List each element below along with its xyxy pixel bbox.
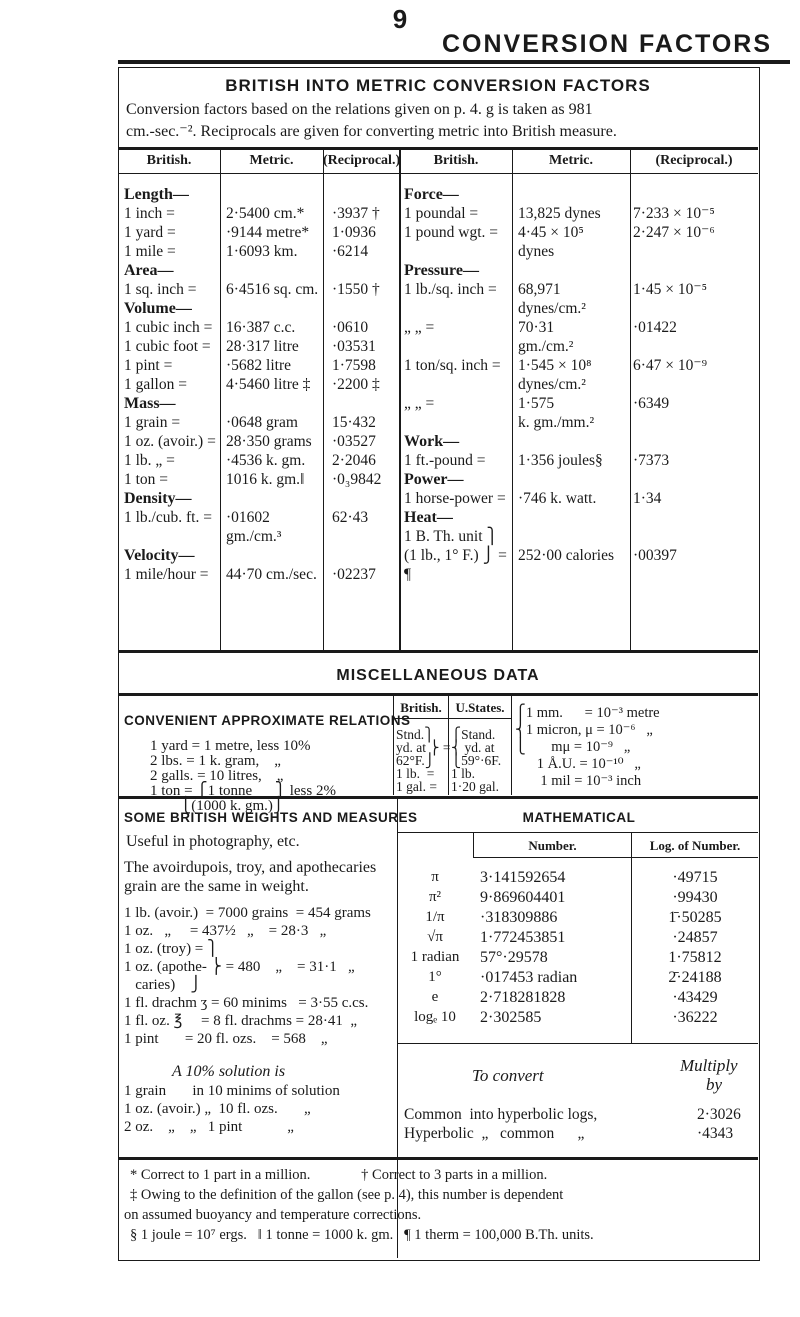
solution-line: 2 oz. „ „ 1 pint „ <box>124 1119 294 1135</box>
metric-value-cell: 13,825 dynes <box>518 205 601 222</box>
british-measure-line: yd. at ⎬ = <box>396 740 451 755</box>
metric-value-cell: dynes <box>518 243 555 260</box>
british-unit-cell: 1 gallon = <box>124 376 187 393</box>
convert-factor: 2·3026 <box>697 1106 741 1123</box>
multiply-label: Multiply <box>680 1056 738 1075</box>
british-unit-cell: 1 cubic foot = <box>124 338 211 355</box>
page-number: 9 <box>392 4 408 34</box>
approx-line: 2 galls. = 10 litres, „ <box>150 768 284 784</box>
approx-line: 1 yard = 1 metre, less 10% <box>150 738 311 754</box>
reciprocal-value-cell: ·00397 <box>633 547 677 564</box>
metric-value-cell: ·746 k. watt. <box>518 490 597 507</box>
math-number: 2·718281828 <box>480 989 566 1006</box>
british-unit-cell: 1 grain = <box>124 414 181 431</box>
weight-line: 1 oz. (apothe- ⎬ = 480 „ = 31·1 „ <box>124 959 355 975</box>
weight-line: 1 pint = 20 fl. ozs. = 568 „ <box>124 1031 328 1047</box>
us-measure-line: ⎧Stand. <box>451 727 496 742</box>
british-unit-cell: 1 ton/sq. inch = <box>404 357 501 374</box>
math-number: ·318309886 <box>480 909 558 926</box>
metric-value-cell: gm./cm.³ <box>226 528 282 545</box>
math-symbol: e <box>431 989 439 1005</box>
header-us: U.States. <box>455 700 505 715</box>
reciprocal-value-cell: ·0610 <box>332 319 369 336</box>
weight-line: 1 oz. „ = 437½ „ = 28·3 „ <box>124 923 327 939</box>
british-unit-cell: ¶ <box>404 566 412 583</box>
footnote-rule <box>118 1157 758 1160</box>
metric-value-cell: 1·545 × 10⁸ <box>518 357 592 374</box>
weights-intro-1: The avoirdupois, troy, and apothecaries <box>124 859 377 876</box>
metric-value-cell: 4·5460 litre ‡ <box>226 376 311 393</box>
math-bottom-rule <box>397 1043 758 1044</box>
reciprocal-value-cell: 6·47 × 10⁻⁹ <box>633 357 707 374</box>
british-unit-cell: 1 lb./cub. ft. = <box>124 509 212 526</box>
footnote: on assumed buoyancy and temperature corrections. <box>124 1207 422 1223</box>
british-unit-cell: 1 pound wgt. = <box>404 224 498 241</box>
section-heading: Force— <box>404 186 459 203</box>
col-divider <box>399 150 401 650</box>
multiply-label-by: by <box>706 1075 723 1094</box>
reciprocal-value-cell: ·6214 <box>332 243 369 260</box>
convert-text: Common into hyperbolic logs, <box>404 1106 598 1123</box>
unit-definition-line: ⎩ mμ = 10⁻⁹ „ <box>515 739 631 755</box>
math-number: ·017453 radian <box>480 969 578 986</box>
british-unit-cell: 1 poundal = <box>404 205 479 222</box>
reciprocal-value-cell: 1·7598 <box>332 357 376 374</box>
section-heading: Pressure— <box>404 262 479 279</box>
math-symbol: π <box>431 869 439 885</box>
british-unit-cell: 1 lb./sq. inch = <box>404 281 497 298</box>
british-unit-cell: 1 lb. „ = <box>124 452 175 469</box>
metric-value-cell: 6·4516 sq. cm. <box>226 281 319 298</box>
metric-value-cell: 1·6093 km. <box>226 243 298 260</box>
math-log: ·36222 <box>672 1009 718 1026</box>
math-symbol: 1 radian <box>410 949 460 965</box>
metric-value-cell: 68,971 <box>518 281 561 298</box>
math-symbol: 1/π <box>425 909 445 925</box>
metric-value-cell: 252·00 calories <box>518 547 614 564</box>
header-british: British. <box>400 700 442 715</box>
col-divider <box>512 150 513 650</box>
british-unit-cell: 1 sq. inch = <box>124 281 197 298</box>
reciprocal-value-cell: ·7373 <box>633 452 670 469</box>
section-heading: Heat— <box>404 509 453 526</box>
metric-value-cell: ·01602 <box>226 509 270 526</box>
weight-line: caries) ⎭ <box>124 977 202 993</box>
reciprocal-value-cell: ·3937 † <box>332 205 380 222</box>
math-title: MATHEMATICAL <box>522 810 636 825</box>
reciprocal-value-cell: 1·0936 <box>332 224 376 241</box>
section-heading: Power— <box>404 471 464 488</box>
metric-value-cell: 2·5400 cm.* <box>226 205 305 222</box>
section-heading: Work— <box>404 433 460 450</box>
weights-title: SOME BRITISH WEIGHTS AND MEASURES <box>124 810 418 825</box>
footnote: * Correct to 1 part in a million. † Correct to 3 parts in a million. <box>130 1167 548 1183</box>
approx-line: ⎩(1000 k. gm.)⎭ <box>150 798 285 814</box>
british-measure-line: 1 lb. = <box>396 766 435 781</box>
approx-line: 2 lbs. = 1 k. gram, „ <box>150 753 281 769</box>
misc-mid-rule <box>118 796 758 799</box>
convert-label: To convert <box>472 1066 544 1085</box>
math-symbol: √π <box>427 929 443 945</box>
metric-value-cell: dynes/cm.² <box>518 300 586 317</box>
math-title-rule <box>397 832 758 833</box>
reciprocal-value-cell: ·6349 <box>633 395 670 412</box>
col-divider <box>630 150 631 650</box>
reciprocal-value-cell: ·2200 ‡ <box>332 376 380 393</box>
math-log: 1̄·50285 <box>668 909 722 926</box>
british-unit-cell: 1 cubic inch = <box>124 319 213 336</box>
brit-us-header-rule <box>393 718 511 719</box>
british-unit-cell: 1 yard = <box>124 224 176 241</box>
footnote: ‡ Owing to the definition of the gallon (see p. 4), this number is dependent <box>130 1187 564 1203</box>
math-number: 1·772453851 <box>480 929 566 946</box>
british-unit-cell: 1 ton = <box>124 471 169 488</box>
section-heading: Velocity— <box>124 547 195 564</box>
section-heading: Area— <box>124 262 174 279</box>
math-log: ·43429 <box>672 989 718 1006</box>
solution-title: A 10% solution is <box>172 1063 286 1080</box>
convert-factor: ·4343 <box>697 1125 734 1142</box>
header-rule <box>118 60 790 64</box>
reciprocal-value-cell: ·0₃9842 <box>332 471 382 488</box>
math-log: ·99430 <box>672 889 718 906</box>
math-symbol: π² <box>428 889 442 905</box>
us-measure-line: ⎨ yd. at <box>451 740 495 755</box>
reciprocal-value-cell: 7·233 × 10⁻⁵ <box>633 205 715 222</box>
british-unit-cell: 1 mile/hour = <box>124 566 209 583</box>
british-unit-cell: 1 B. Th. unit ⎫ <box>404 528 499 545</box>
metric-value-cell: 1016 k. gm.‖ <box>226 471 305 488</box>
unit-definition-line: 1 Å.U. = 10⁻¹⁰ „ <box>515 756 641 772</box>
col-divider <box>323 150 324 650</box>
math-header-rule <box>473 857 758 858</box>
british-unit-cell: „ „ = <box>404 395 435 412</box>
metric-value-cell: ·9144 metre* <box>226 224 310 241</box>
table-bottom-rule <box>118 650 758 653</box>
header-reciprocal: (Reciprocal.) <box>655 153 733 168</box>
weight-line: 1 fl. oz. ℥ = 8 fl. drachms = 28·41 „ <box>124 1013 358 1029</box>
math-number: 2·302585 <box>480 1009 542 1026</box>
metric-value-cell: ·4536 k. gm. <box>226 452 306 469</box>
misc-title: MISCELLANEOUS DATA <box>336 667 540 684</box>
weights-subtitle: Useful in photography, etc. <box>126 833 300 850</box>
unit-definition-line: ⎨1 micron, μ = 10⁻⁶ „ <box>515 722 653 738</box>
running-head: CONVERSION FACTORS <box>441 30 772 58</box>
reciprocal-value-cell: ·01422 <box>633 319 677 336</box>
us-measure-line: 1·20 gal. <box>451 779 499 794</box>
us-measure-line: 1 lb. <box>451 766 476 781</box>
metric-value-cell: k. gm./mm.² <box>518 414 595 431</box>
math-symbol: 1° <box>428 969 442 985</box>
reciprocal-value-cell: 62·43 <box>332 509 369 526</box>
weight-line: 1 oz. (troy) = ⎫ <box>124 941 219 957</box>
solution-line: 1 oz. (avoir.) „ 10 fl. ozs. „ <box>124 1101 311 1117</box>
table-top-rule <box>118 147 758 150</box>
weights-intro-2: grain are the same in weight. <box>124 878 309 895</box>
reciprocal-value-cell: 1·34 <box>633 490 662 507</box>
header-metric: Metric. <box>549 153 593 168</box>
reciprocal-value-cell: ·02237 <box>332 566 376 583</box>
col-divider <box>511 695 512 795</box>
metric-value-cell: dynes/cm.² <box>518 376 586 393</box>
math-log: ·49715 <box>672 869 718 886</box>
col-divider <box>631 833 632 1043</box>
metric-value-cell: 1·356 joules§ <box>518 452 603 469</box>
reciprocal-value-cell: 2·2046 <box>332 452 376 469</box>
math-log: 2̄·24188 <box>668 969 722 986</box>
reciprocal-value-cell: ·1550 † <box>332 281 380 298</box>
british-unit-cell: „ „ = <box>404 319 435 336</box>
main-title: BRITISH INTO METRIC CONVERSION FACTORS <box>225 76 651 95</box>
metric-value-cell: 28·317 litre <box>226 338 299 355</box>
math-number: 3·141592654 <box>480 869 566 886</box>
metric-value-cell: 1·575 <box>518 395 555 412</box>
metric-value-cell: gm./cm.² <box>518 338 574 355</box>
us-measure-line: ⎩59°·6F. <box>451 753 502 768</box>
british-unit-cell: (1 lb., 1° F.) ⎭ = <box>404 547 507 564</box>
approx-title: CONVENIENT APPROXIMATE RELATIONS <box>124 713 411 728</box>
col-divider <box>220 150 221 650</box>
header-british: British. <box>433 153 479 168</box>
approx-line: 1 ton = ⎧1 tonne ⎫ less 2% <box>150 783 336 799</box>
british-measure-line: 1 gal. = <box>396 779 437 794</box>
header-reciprocal: (Reciprocal.) <box>323 153 401 168</box>
metric-value-cell: 44·70 cm./sec. <box>226 566 317 583</box>
metric-value-cell: ·5682 litre <box>226 357 291 374</box>
section-heading: Density— <box>124 490 192 507</box>
math-log: ·24857 <box>672 929 718 946</box>
reciprocal-value-cell: 1·45 × 10⁻⁵ <box>633 281 707 298</box>
british-measure-line: 62°F.⎭ <box>396 753 435 768</box>
section-heading: Length— <box>124 186 189 203</box>
misc-top-rule <box>118 693 758 696</box>
british-unit-cell: 1 horse-power = <box>404 490 506 507</box>
header-log: Log. of Number. <box>649 838 741 853</box>
reciprocal-value-cell: ·03527 <box>332 433 376 450</box>
header-number: Number. <box>528 838 577 853</box>
convert-text: Hyperbolic „ common „ <box>404 1125 585 1142</box>
british-unit-cell: 1 ft.-pound = <box>404 452 486 469</box>
british-measure-line: Stnd.⎫ <box>396 727 435 742</box>
reciprocal-value-cell: 2·247 × 10⁻⁶ <box>633 224 715 241</box>
reciprocal-value-cell: ·03531 <box>332 338 376 355</box>
table-header-rule <box>118 173 758 174</box>
intro-line-1: Conversion factors based on the relations given on p. 4. g is taken as 981 <box>126 101 593 118</box>
section-heading: Mass— <box>124 395 176 412</box>
section-heading: Volume— <box>124 300 192 317</box>
math-symbol: logₑ 10 <box>414 1009 456 1025</box>
header-british: British. <box>146 153 192 168</box>
intro-line-2: cm.-sec.⁻². Reciprocals are given for converting metric into British measure. <box>126 123 617 140</box>
weight-line: 1 lb. (avoir.) = 7000 grains = 454 grams <box>124 905 371 921</box>
math-number: 9·869604401 <box>480 889 566 906</box>
british-unit-cell: 1 pint = <box>124 357 173 374</box>
unit-definition-line: ⎧1 mm. = 10⁻³ metre <box>515 705 660 721</box>
metric-value-cell: 16·387 c.c. <box>226 319 296 336</box>
weight-line: 1 fl. drachm ʒ = 60 minims = 3·55 c.cs. <box>124 995 369 1011</box>
british-unit-cell: 1 mile = <box>124 243 176 260</box>
header-metric: Metric. <box>249 153 294 168</box>
metric-value-cell: 4·45 × 10⁵ <box>518 224 584 241</box>
footnote: § 1 joule = 10⁷ ergs. ‖ 1 tonne = 1000 k. gm. ¶ 1 therm = 100,000 B.Th. units. <box>130 1227 594 1243</box>
math-number: 57°·29578 <box>480 949 548 966</box>
unit-definition-line: 1 mil = 10⁻³ inch <box>515 773 642 789</box>
metric-value-cell: ·0648 gram <box>226 414 298 431</box>
math-log: 1·75812 <box>668 949 722 966</box>
metric-value-cell: 28·350 grams <box>226 433 312 450</box>
metric-value-cell: 70·31 <box>518 319 555 336</box>
british-unit-cell: 1 inch = <box>124 205 175 222</box>
reciprocal-value-cell: 15·432 <box>332 414 376 431</box>
british-unit-cell: 1 oz. (avoir.) = <box>124 433 216 450</box>
solution-line: 1 grain in 10 minims of solution <box>124 1083 340 1099</box>
